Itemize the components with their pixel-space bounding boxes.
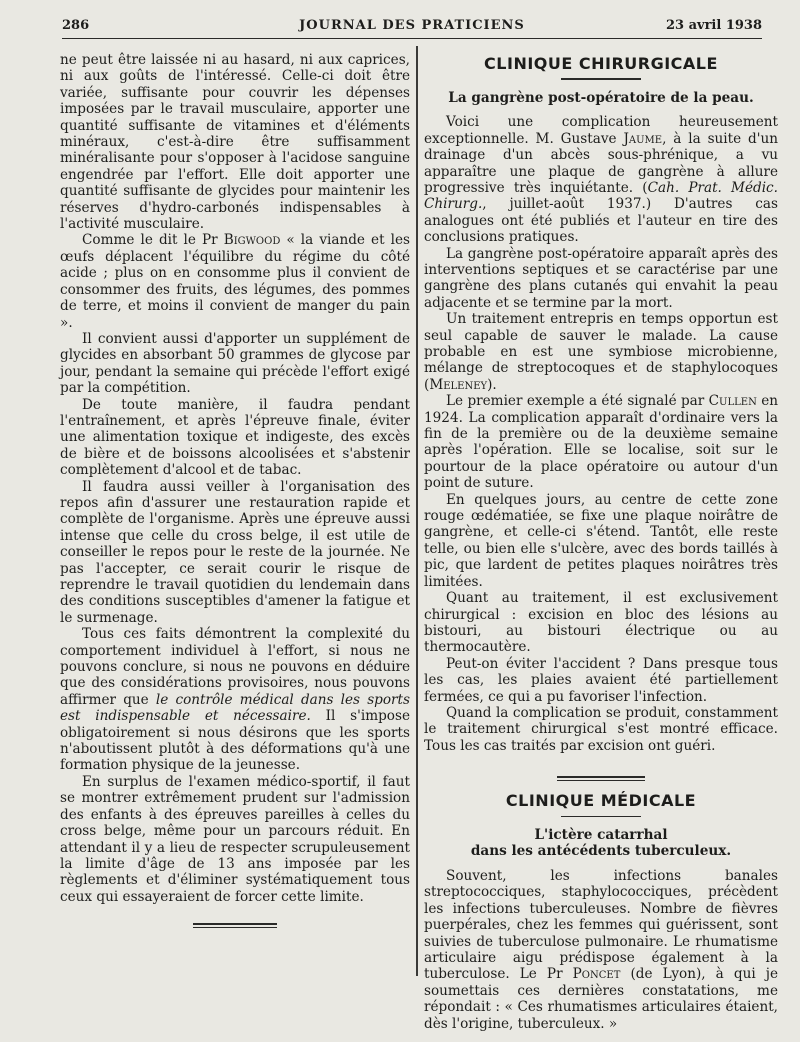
- paragraph: En quelques jours, au centre de cette zone rouge œdématiée, se fixe une plaque noirâtre de gangrène, et celle-ci s'étend. Tantôt, elle reste telle, ou bien elle s'ulcère, avec des bords taillés à pic, que lardent de petites plaques noirâtres très limitées.: [424, 491, 778, 590]
- paragraph: Souvent, les infections banales streptococciques, staphylococciques, précèdent les infections tuberculeuses. Nombre de fièvres puerpérales, chez les femmes qui guérissent, sont suivies de tuberculose pulmonaire. Le rhumatisme articulaire aigu prédispose également à la tuberculose. Le Pr Poncet (de Lyon), à qui je soumettais ces dernières constatations, me répondait : « Ces rhumatismes articulaires étaient, dès l'origine, tuberculeux. »: [424, 867, 778, 1032]
- paragraph: Voici une complication heureusement exceptionnelle. M. Gustave Jaume, à la suite d'un drainage d'un abcès sous-phrénique, a vu apparaître une plaque de gangrène à allure progressive très inquiétante. (Cah. Prat. Médic. Chirurg., juillet-août 1937.) D'autres cas analogues ont été publiés et l'auteur en tire des conclusions pratiques.: [424, 114, 778, 246]
- paragraph: Le premier exemple a été signalé par Cullen en 1924. La complication apparaît d'ordinaire vers la fin de la première ou de la deuxième semaine après l'opération. Elle se localise, soit sur le pourtour de la place opératoire ou autour d'un point de suture.: [424, 393, 778, 492]
- end-rule: [193, 923, 277, 928]
- paragraph: De toute manière, il faudra pendant l'entraînement, et après l'épreuve finale, éviter une alimentation toxique et indigeste, des excès de bière et de boissons alcoolisées et s'abstenir complètement d'alcool et de tabac.: [60, 396, 410, 479]
- article-title-gangrene: La gangrène post-opératoire de la peau.: [448, 89, 754, 106]
- issue-date: 23 avril 1938: [665, 18, 762, 33]
- left-column: [60, 52, 410, 930]
- paragraph: Tous ces faits démontrent la complexité du comportement individuel à l'effort, si nous ne pouvons conclure, si nous ne pouvons en déduire que des considérations provisoires, nous pouvons affirmer que le contrôle médical dans les sports est indispensable et nécessaire. Il s'impose obligatoirement si nous désirons que les sports n'aboutissent plutôt à des déformations qu'à une formation physique de la jeunesse.: [60, 626, 410, 774]
- paragraph: Comme le dit le Pr Bigwood « la viande et les œufs déplacent l'équilibre du régime du côté acide ; plus on en consomme plus il convient de consommer des fruits, des légumes, des pommes de terre, et moins il convient de manger du pain ».: [60, 232, 410, 331]
- article-title-ictere: L'ictère catarrhal dans les antécédents tuberculeux.: [470, 827, 732, 860]
- paragraph: En surplus de l'examen médico-sportif, il faut se montrer extrêmement prudent sur l'admission des enfants à des épreuves pareilles à celles du cross belge, même pour un parcours réduit. En attendant il y a lieu de respecter scrupuleusement la limite d'âge de 13 ans imposée par les règlements et d'éliminer systématiquement tous ceux qui essayeraient de forcer cette limite.: [60, 773, 410, 905]
- section-title-chirurgicale: CLINIQUE CHIRURGICALE: [484, 54, 718, 73]
- paragraph: ne peut être laissée ni au hasard, ni aux caprices, ni aux goûts de l'intéressé. Celle-ci doit être variée, suffisante pour couvrir les dépenses imposées par le travail musculaire, apporter une quantité suffisante de vitamines et d'éléments minéraux, c'est-à-dire être suffisamment minéralisante pour s'opposer à l'acidose sanguine engendrée par l'effort. Elle doit apporter une quantité suffisante de glycides pour maintenir les réserves d'hydro-carbonés indispensables à l'activité musculaire.: [60, 52, 410, 233]
- paragraph: Quand la complication se produit, constamment le traitement chirurgical s'est montré efficace. Tous les cas traités par excision ont guéri.: [424, 704, 778, 754]
- paragraph: Il faudra aussi veiller à l'organisation des repos afin d'assurer une restauration rapide et complète de l'organisme. Après une épreuve aussi intense que celle du cross belge, il est utile de conseiller le repos pour le reste de la journée. Ne pas l'accepter, ce serait courir le risque de reprendre le travail quotidien du lendemain dans des conditions susceptibles d'amener la fatigue et le surmenage.: [60, 478, 410, 626]
- paragraph: La gangrène post-opératoire apparaît après des interventions septiques et se caractérise par une gangrène des plans cutanés qui envahit la peau adjacente et se termine par la mort.: [424, 245, 778, 311]
- column-divider: [416, 46, 418, 976]
- section-rule: [561, 78, 641, 80]
- section-rule: [561, 816, 641, 818]
- paragraph: Quant au traitement, il est exclusivement chirurgical : excision en bloc des lésions au bistouri, au bistouri électrique ou au thermocautère.: [424, 590, 778, 656]
- paragraph: Un traitement entrepris en temps opportun est seul capable de sauver le malade. La cause probable en est une symbiose microbienne, mélange de streptocoques et de staphylocoques (Meleney).: [424, 311, 778, 393]
- page-number: 286: [62, 18, 90, 33]
- paragraph: Il convient aussi d'apporter un supplément de glycides en absorbant 50 grammes de glycose par jour, pendant la semaine qui précède l'effort exigé par la compétition.: [60, 330, 410, 397]
- paragraph: Peut-on éviter l'accident ? Dans presque tous les cas, les plaies avaient été partiellement fermées, ce qui a pu favoriser l'infection.: [424, 655, 778, 705]
- section-title-medicale: CLINIQUE MÉDICALE: [505, 791, 697, 811]
- right-column: [424, 52, 778, 1032]
- section-separator: [557, 776, 645, 781]
- journal-title: JOURNAL DES PRATICIENS: [299, 18, 525, 33]
- page-header: [62, 16, 762, 39]
